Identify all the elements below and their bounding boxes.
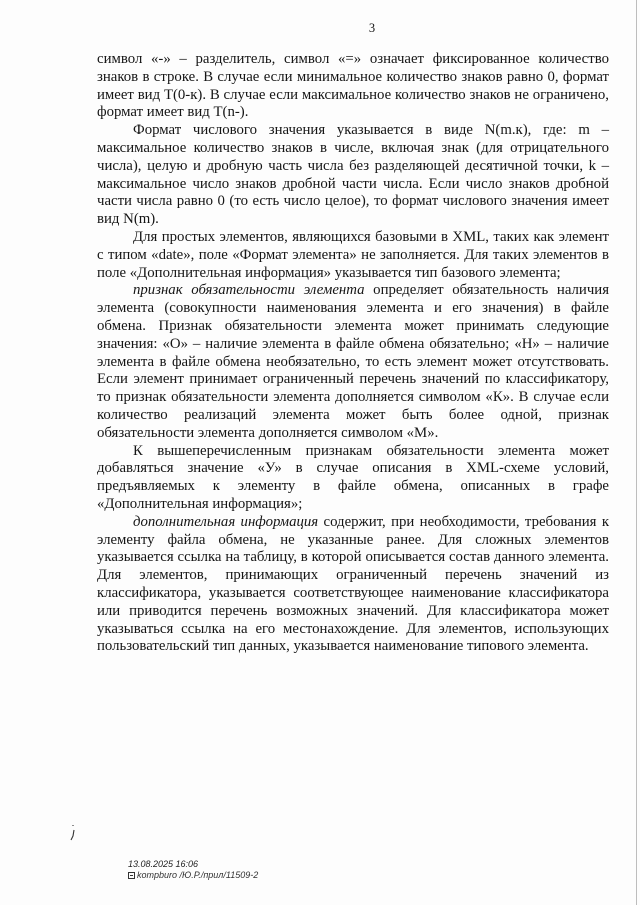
paragraph-mandatory-attribute <box>97 282 609 442</box>
paragraph-numeric-format: Формат числового значения указывается в виде N(m.к), где: m – максимальное количество знаков в числе, включая знак (для отрицательного числа), целую и дробную часть числа без разделяющей десятичной точки, k – максимальное число знаков дробной части числа. Если число знаков дробной части числа равно 0 (то есть число целое), то формат числового значения имеет вид N(m). <box>97 122 609 228</box>
term-additional-info: дополнительная информация <box>133 513 319 530</box>
margin-mark <box>69 824 77 842</box>
document-body <box>97 51 609 656</box>
mandatory-description: определяет обязательность наличия элемента (совокупности наименования элемента и его значения) в файле обмена. Признак обязательности элемента может принимать следующие значения: «О» – наличие элемента в файле обмена обязательно; «Н» – наличие элемента в файле обмена необязательно, то есть элемент может отсутствовать. Если элемент принимает ограниченный перечень значений по классификатору, то признак обязательности элемента дополняется символом «К». В случае если количество реализаций элемента может быть более одной, признак обязательности элемента дополняется символом «М». <box>97 282 609 441</box>
paragraph-format-text: символ «-» – разделитель, символ «=» означает фиксированное количество знаков в строке. В случае если минимальное количество знаков равно 0, формат имеет вид Т(0-к). В случае если максимальное количество знаков не ограничено, формат имеет вид Т(n-). <box>97 51 609 121</box>
paragraph-simple-elements: Для простых элементов, являющихся базовыми в XML, таких как элемент с типом «date», поле «Формат элемента» не заполняется. Для таких элементов в поле «Дополнительная информация» указывается тип базового элемента; <box>97 228 609 281</box>
term-mandatory: признак обязательности элемента <box>133 282 365 299</box>
print-footer <box>128 859 258 881</box>
user-icon <box>128 872 135 879</box>
scan-edge <box>636 0 637 905</box>
page-number: 3 <box>368 21 376 35</box>
additional-info-description: содержит, при необходимости, требования к элементу файла обмена, не указанные ранее. Для сложных элементов указывается ссылка на таблицу, в которой описывается состав данного элемента. Для элементов, принимающих ограниченный перечень значений из классификатора, указывается соответствующее наименование классификатора или приводится перечень возможных значений. Для классификатора может указываться ссылка на его местонахождение. Для элементов, использующих пользовательский тип данных, указывается наименование типового элемента. <box>97 513 610 655</box>
paragraph-additional-info <box>97 514 609 656</box>
footer-user: kompburo /Ю.Р./прил/11509-2 <box>137 870 259 880</box>
footer-timestamp: 13.08.2025 16:06 <box>128 859 199 869</box>
footer-user-line <box>128 870 258 881</box>
paragraph-conditional-value: К вышеперечисленным признакам обязательности элемента может добавляться значение «У» в случае описания в XML-схеме условий, предъявляемых к элементу в файле обмена, описанных в графе «Дополнительная информация»; <box>97 442 609 512</box>
